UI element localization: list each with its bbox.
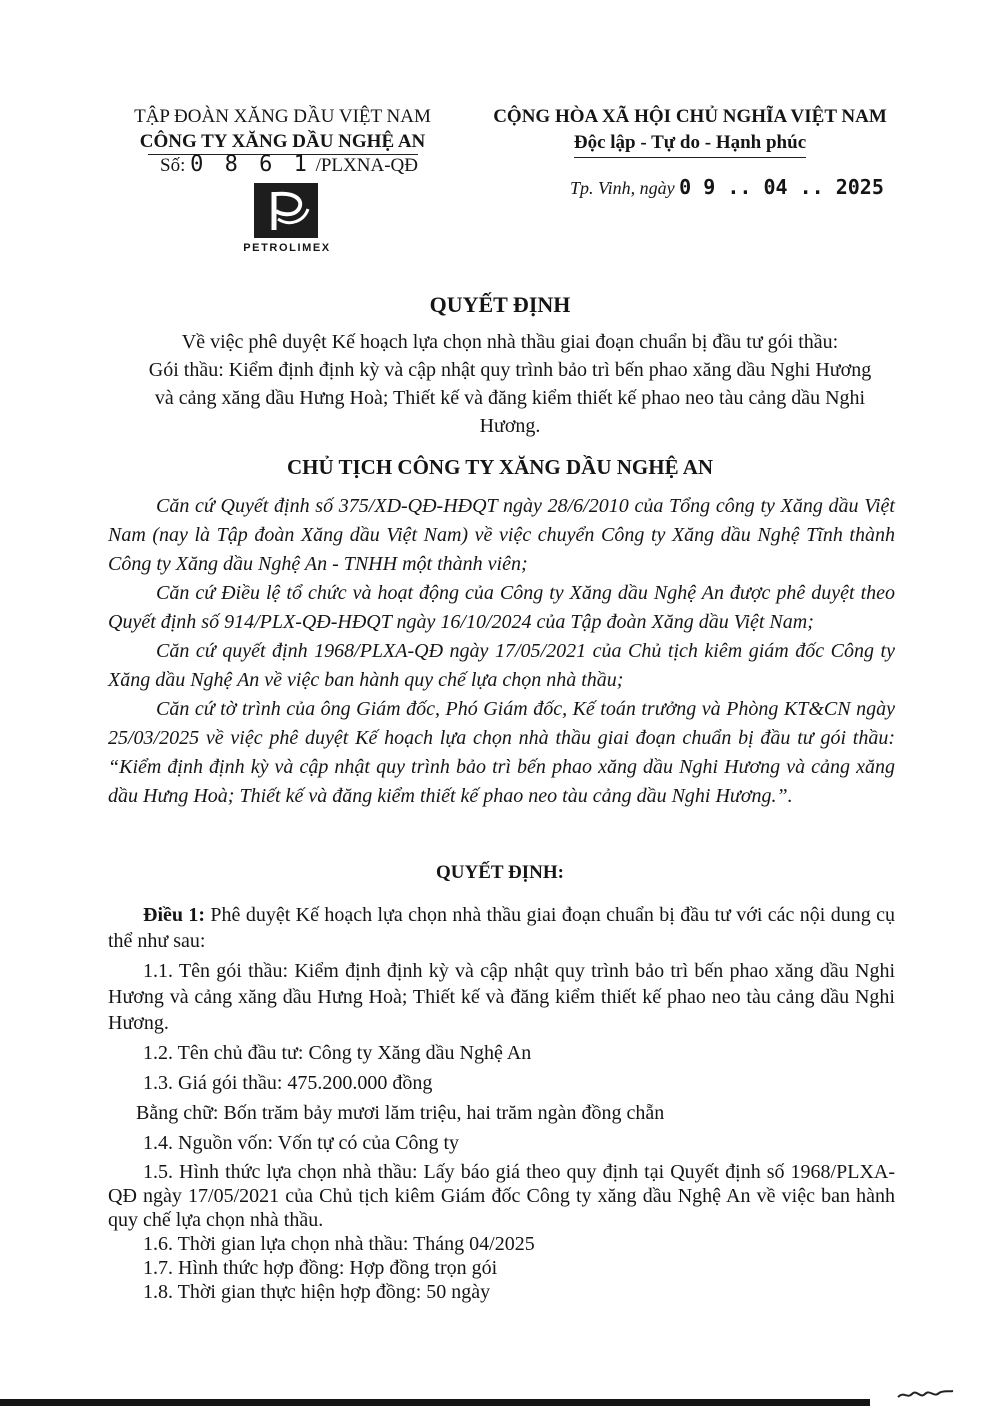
subject-line-2: Gói thầu: Kiểm định định kỳ và cập nhật quy trình bảo trì bến phao xăng dầu Nghi Hương và cảng xăng dầu Hưng Hoà; Thiết kế và đăng kiểm thiết kế phao neo tàu cảng dầu Nghi Hương.	[148, 359, 872, 437]
item-1-7: 1.7. Hình thức hợp đồng: Hợp đồng trọn gói	[143, 1257, 498, 1279]
legal-basis-1: Căn cứ Quyết định số 375/XD-QĐ-HĐQT ngày 28/6/2010 của Tổng công ty Xăng dầu Việt Nam (nay là Tập đoàn Xăng dầu Việt Nam) về việc chuyển Công ty Xăng dầu Nghệ Tĩnh thành Công ty Xăng dầu Nghệ An - TNHH một thành viên;	[108, 495, 895, 575]
article-1-label: Điều 1:	[143, 904, 206, 926]
document-number-value: 0 8 6 1	[190, 152, 311, 177]
item-1-3: 1.3. Giá gói thầu: 475.200.000 đồng	[143, 1072, 433, 1094]
issue-date	[570, 175, 884, 199]
decision-heading: QUYẾT ĐỊNH:	[436, 862, 564, 883]
date-prefix: Tp. Vinh, ngày	[570, 178, 675, 198]
document-number-suffix: /PLXNA-QĐ	[315, 155, 418, 176]
item-1-4: 1.4. Nguồn vốn: Vốn tự có của Công ty	[143, 1132, 460, 1154]
document-subject	[140, 328, 880, 440]
item-1-5: 1.5. Hình thức lựa chọn nhà thầu: Lấy báo giá theo quy định tại Quyết định số 1968/PLXA-QĐ ngày 17/05/2021 của Chủ tịch kiêm Giám đốc Công ty xăng dầu Nghệ An về việc ban hành quy chế lựa chọn nhà thầu.	[108, 1161, 895, 1231]
legal-basis-3: Căn cứ quyết định 1968/PLXA-QĐ ngày 17/05/2021 của Chủ tịch kiêm giám đốc Công ty Xăng dầu Nghệ An về việc ban hành quy chế lựa chọn nhà thầu;	[108, 640, 895, 691]
subject-line-1: Về việc phê duyệt Kế hoạch lựa chọn nhà thầu giai đoạn chuẩn bị đầu tư gói thầu:	[181, 331, 839, 353]
document-number-label: Số:	[160, 155, 186, 176]
legal-bases	[108, 492, 895, 811]
handwritten-initials-icon	[895, 1382, 957, 1404]
document-title: QUYẾT ĐỊNH	[429, 292, 571, 317]
company-name: CÔNG TY XĂNG DẦU NGHỆ AN	[139, 131, 426, 152]
item-1-6: 1.6. Thời gian lựa chọn nhà thầu: Tháng 04/2025	[143, 1233, 535, 1255]
petrolimex-logo-icon	[254, 183, 318, 238]
document-number	[160, 152, 418, 177]
national-heading	[470, 104, 910, 158]
article-1-intro: Phê duyệt Kế hoạch lựa chọn nhà thầu giai đoạn chuẩn bị đầu tư với các nội dung cụ thể như sau:	[108, 904, 895, 952]
issuer-block	[110, 104, 455, 155]
item-1-8: 1.8. Thời gian thực hiện hợp đồng: 50 ngày	[143, 1281, 491, 1303]
parent-organization: TẬP ĐOÀN XĂNG DẦU VIỆT NAM	[134, 106, 431, 127]
scan-edge-rule	[0, 1399, 870, 1406]
item-1-3-words: Bằng chữ: Bốn trăm bảy mươi lăm triệu, hai trăm ngàn đồng chẵn	[136, 1102, 665, 1124]
legal-basis-4: Căn cứ tờ trình của ông Giám đốc, Phó Giám đốc, Kế toán trưởng và Phòng KT&CN ngày 25/03/2025 về việc phê duyệt Kế hoạch lựa chọn nhà thầu giai đoạn chuẩn bị đầu tư gói thầu: “Kiểm định định kỳ và cập nhật quy trình bảo trì bến phao xăng dầu Nghi Hương và cảng xăng dầu Hưng Hoà; Thiết kế và đăng kiểm thiết kế phao neo tàu cảng dầu Nghi Hương.”.	[108, 698, 895, 807]
national-motto: Độc lập - Tự do - Hạnh phúc	[574, 130, 806, 158]
article-1	[108, 902, 895, 1304]
legal-basis-2: Căn cứ Điều lệ tổ chức và hoạt động của Công ty Xăng dầu Nghệ An được phê duyệt theo Quyết định số 914/PLX-QĐ-HĐQT ngày 16/10/2024 của Tập đoàn Xăng dầu Việt Nam;	[108, 582, 895, 633]
item-1-1: 1.1. Tên gói thầu: Kiểm định định kỳ và cập nhật quy trình bảo trì bến phao xăng dầu Nghi Hương và cảng xăng dầu Hưng Hoà; Thiết kế và đăng kiểm thiết kế phao neo tàu cảng dầu Nghi Hương.	[108, 960, 895, 1034]
national-title: CỘNG HÒA XÃ HỘI CHỦ NGHĨA VIỆT NAM	[493, 106, 887, 127]
date-stamp: 0 9 .. 04 .. 2025	[679, 175, 884, 199]
issuing-authority: CHỦ TỊCH CÔNG TY XĂNG DẦU NGHỆ AN	[286, 455, 714, 479]
logo-wordmark: PETROLIMEX	[243, 242, 331, 254]
item-1-2: 1.2. Tên chủ đầu tư: Công ty Xăng dầu Nghệ An	[143, 1042, 532, 1064]
